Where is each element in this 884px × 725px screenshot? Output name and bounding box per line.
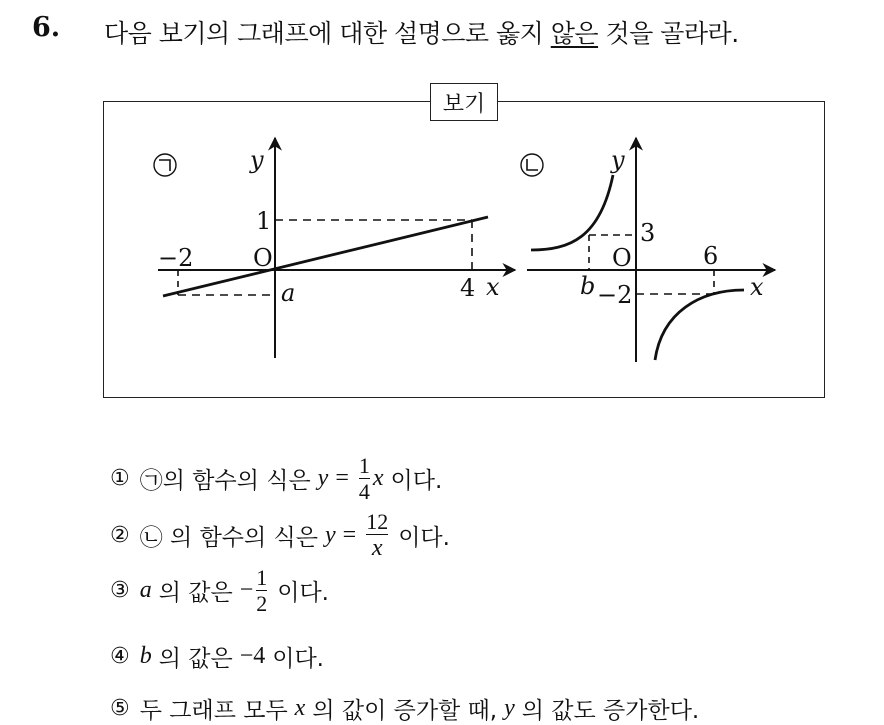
option-1-tail: 이다. [390, 468, 443, 495]
option-3-sign: − [239, 577, 254, 604]
graph1-marker-circle [154, 154, 176, 176]
option-3-fraction [256, 566, 267, 615]
option-5-var: x [294, 695, 306, 721]
option-5-number: ⑤ [110, 696, 130, 721]
graph2-xneg-label: b [580, 272, 596, 300]
option-1-number: ① [110, 466, 130, 492]
question-text-after: 것을 골라라. [598, 19, 739, 48]
option-4-var: b [139, 643, 152, 669]
option-3-tail: 이다. [277, 580, 329, 607]
graph1-ypos-label: 1 [256, 207, 272, 235]
option-1[interactable] [110, 454, 442, 503]
option-2-fraction [366, 510, 388, 561]
graph1-xneg-label: −2 [158, 244, 194, 272]
option-3-number: ③ [110, 578, 130, 604]
graph2-marker-circle [521, 154, 543, 176]
option-2-tail: 이다. [398, 525, 450, 552]
graph1-xpos-label: 4 [460, 274, 476, 302]
option-3-frac-num: 1 [256, 565, 268, 590]
option-1-frac-num: 1 [358, 453, 370, 478]
option-1-var: y [317, 465, 329, 492]
option-5[interactable] [110, 692, 699, 725]
graph2 [521, 138, 775, 362]
graph2-curve-left [531, 175, 613, 250]
graph2-origin-label: O [612, 244, 632, 272]
graph1-origin-label: O [253, 244, 273, 272]
option-4-text: 의 값은 [158, 646, 233, 672]
graph2-marker-glyph [527, 159, 538, 170]
option-3-frac-den: 2 [256, 591, 268, 617]
option-5-text: 두 그래프 모두 [139, 698, 288, 724]
question-text-underlined: 않은 [550, 19, 599, 48]
option-5-text2: 의 값이 증가할 때, [312, 698, 498, 724]
question-text-before: 다음 보기의 그래프에 대한 설명으로 옳지 [104, 19, 551, 48]
option-1-fraction [359, 454, 370, 503]
graph2-xpos-label: 6 [703, 242, 719, 270]
graph2-ypos-label: 3 [640, 219, 656, 247]
option-2[interactable] [110, 510, 450, 561]
option-4-tail: 이다. [272, 646, 324, 672]
graph2-x-label: x [750, 273, 764, 301]
graph1-marker-glyph [159, 160, 170, 171]
option-3-var: a [139, 577, 152, 604]
option-2-frac-num: 12 [366, 509, 389, 534]
graph2-curve-right [655, 290, 744, 360]
option-3-text: 의 값은 [158, 580, 233, 607]
option-2-eq: = [342, 522, 357, 549]
option-3[interactable] [110, 566, 329, 615]
option-1-frac-den: 4 [358, 479, 370, 505]
option-5-tail: 의 값도 증가한다. [521, 698, 700, 724]
graph1 [154, 138, 515, 358]
graph1-y-label: y [250, 146, 264, 174]
option-2-text: ㉡ 의 함수의 식은 [139, 525, 318, 552]
option-1-text: ㉠의 함수의 식은 [139, 468, 311, 495]
option-2-frac-den: x [371, 535, 383, 562]
option-4[interactable] [110, 640, 324, 673]
graph1-x-label: x [486, 273, 500, 301]
question-number: 6. [32, 12, 61, 43]
option-5-var2: y [504, 695, 515, 721]
example-box-title: 보기 [430, 83, 498, 121]
option-2-number: ② [110, 523, 130, 549]
option-1-eq: = [335, 465, 349, 492]
graph1-yneg-label: a [281, 279, 296, 307]
option-4-value: −4 [239, 643, 266, 669]
option-2-var: y [324, 522, 336, 549]
graph2-y-label: y [611, 146, 625, 174]
option-4-number: ④ [110, 644, 130, 669]
option-1-x: x [372, 465, 384, 492]
graph1-line [163, 217, 488, 296]
graph2-yneg-label: −2 [597, 281, 633, 309]
